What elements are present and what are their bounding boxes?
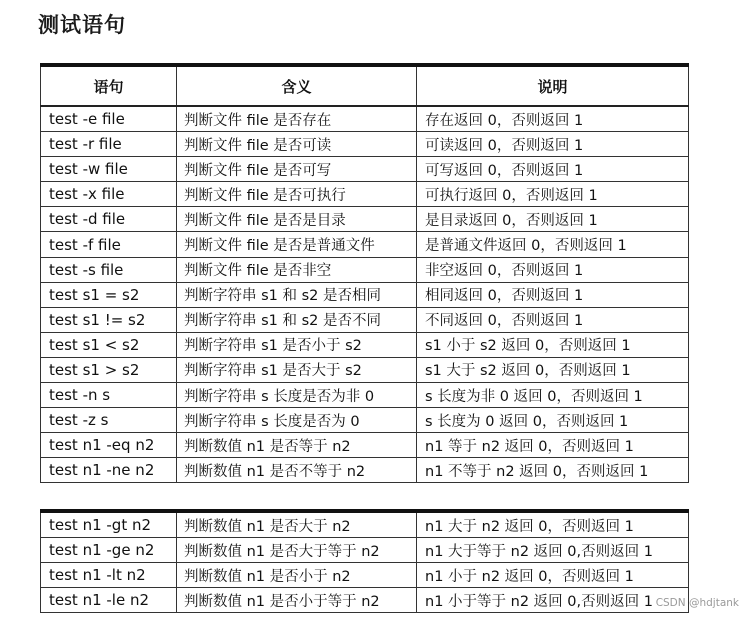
description-cell: 是目录返回 0，否则返回 1 — [417, 207, 689, 232]
numeric-comparison-table — [40, 509, 689, 613]
statement-cell: test s1 != s2 — [41, 307, 177, 332]
header-description: 说明 — [417, 65, 689, 106]
meaning-cell: 判断文件 file 是否存在 — [177, 106, 417, 132]
table-row — [41, 357, 689, 382]
table-row — [41, 182, 689, 207]
table-row — [41, 433, 689, 458]
meaning-cell: 判断文件 file 是否是目录 — [177, 207, 417, 232]
meaning-cell: 判断数值 n1 是否大于 n2 — [177, 511, 417, 538]
meaning-cell: 判断字符串 s 长度是否为 0 — [177, 408, 417, 433]
meaning-cell: 判断文件 file 是否非空 — [177, 257, 417, 282]
description-cell: s 长度为 0 返回 0，否则返回 1 — [417, 408, 689, 433]
statement-cell: test -x file — [41, 182, 177, 207]
meaning-cell: 判断数值 n1 是否小于 n2 — [177, 563, 417, 588]
statement-cell: test n1 -le n2 — [41, 588, 177, 613]
header-statement: 语句 — [41, 65, 177, 106]
description-cell: s1 小于 s2 返回 0，否则返回 1 — [417, 332, 689, 357]
statement-cell: test s1 > s2 — [41, 357, 177, 382]
table-row — [41, 563, 689, 588]
table-row — [41, 106, 689, 132]
table-row — [41, 207, 689, 232]
table-row — [41, 157, 689, 182]
description-cell: 不同返回 0，否则返回 1 — [417, 307, 689, 332]
meaning-cell: 判断字符串 s1 和 s2 是否不同 — [177, 307, 417, 332]
header-meaning: 含义 — [177, 65, 417, 106]
description-cell: s1 大于 s2 返回 0，否则返回 1 — [417, 357, 689, 382]
meaning-cell: 判断数值 n1 是否不等于 n2 — [177, 458, 417, 483]
statement-cell: test s1 < s2 — [41, 332, 177, 357]
description-cell: 可读返回 0，否则返回 1 — [417, 132, 689, 157]
statement-cell: test n1 -lt n2 — [41, 563, 177, 588]
statement-cell: test -e file — [41, 106, 177, 132]
table-row — [41, 307, 689, 332]
meaning-cell: 判断数值 n1 是否小于等于 n2 — [177, 588, 417, 613]
table-row — [41, 383, 689, 408]
description-cell: n1 小于 n2 返回 0，否则返回 1 — [417, 563, 689, 588]
description-cell: 相同返回 0，否则返回 1 — [417, 282, 689, 307]
table-row — [41, 332, 689, 357]
meaning-cell: 判断字符串 s1 和 s2 是否相同 — [177, 282, 417, 307]
statement-cell: test s1 = s2 — [41, 282, 177, 307]
statement-cell: test -w file — [41, 157, 177, 182]
description-cell: 存在返回 0，否则返回 1 — [417, 106, 689, 132]
table-row — [41, 511, 689, 538]
watermark: CSDN @hdjtank — [655, 597, 739, 609]
description-cell: n1 大于 n2 返回 0，否则返回 1 — [417, 511, 689, 538]
meaning-cell: 判断文件 file 是否可读 — [177, 132, 417, 157]
statement-cell: test n1 -ge n2 — [41, 538, 177, 563]
table-row — [41, 588, 689, 613]
table-row — [41, 232, 689, 257]
statement-cell: test n1 -ne n2 — [41, 458, 177, 483]
page-title: 测试语句 — [38, 13, 126, 37]
table-row — [41, 458, 689, 483]
meaning-cell: 判断数值 n1 是否大于等于 n2 — [177, 538, 417, 563]
statement-cell: test -z s — [41, 408, 177, 433]
description-cell: 可执行返回 0，否则返回 1 — [417, 182, 689, 207]
meaning-cell: 判断字符串 s 长度是否为非 0 — [177, 383, 417, 408]
statement-cell: test -n s — [41, 383, 177, 408]
description-cell: n1 小于等于 n2 返回 0,否则返回 1 — [417, 588, 689, 613]
table-row — [41, 132, 689, 157]
meaning-cell: 判断文件 file 是否可执行 — [177, 182, 417, 207]
statement-cell: test -r file — [41, 132, 177, 157]
description-cell: n1 等于 n2 返回 0，否则返回 1 — [417, 433, 689, 458]
description-cell: s 长度为非 0 返回 0，否则返回 1 — [417, 383, 689, 408]
table-row — [41, 282, 689, 307]
description-cell: n1 不等于 n2 返回 0，否则返回 1 — [417, 458, 689, 483]
statement-cell: test n1 -eq n2 — [41, 433, 177, 458]
meaning-cell: 判断字符串 s1 是否大于 s2 — [177, 357, 417, 382]
table-header-row — [41, 65, 689, 106]
statement-cell: test -d file — [41, 207, 177, 232]
meaning-cell: 判断字符串 s1 是否小于 s2 — [177, 332, 417, 357]
description-cell: 可写返回 0，否则返回 1 — [417, 157, 689, 182]
statement-cell: test n1 -gt n2 — [41, 511, 177, 538]
description-cell: 非空返回 0，否则返回 1 — [417, 257, 689, 282]
table-row — [41, 408, 689, 433]
description-cell: n1 大于等于 n2 返回 0,否则返回 1 — [417, 538, 689, 563]
statement-cell: test -s file — [41, 257, 177, 282]
description-cell: 是普通文件返回 0，否则返回 1 — [417, 232, 689, 257]
test-statements-table — [40, 63, 689, 483]
meaning-cell: 判断文件 file 是否可写 — [177, 157, 417, 182]
statement-cell: test -f file — [41, 232, 177, 257]
meaning-cell: 判断文件 file 是否是普通文件 — [177, 232, 417, 257]
table-row — [41, 257, 689, 282]
table-row — [41, 538, 689, 563]
meaning-cell: 判断数值 n1 是否等于 n2 — [177, 433, 417, 458]
